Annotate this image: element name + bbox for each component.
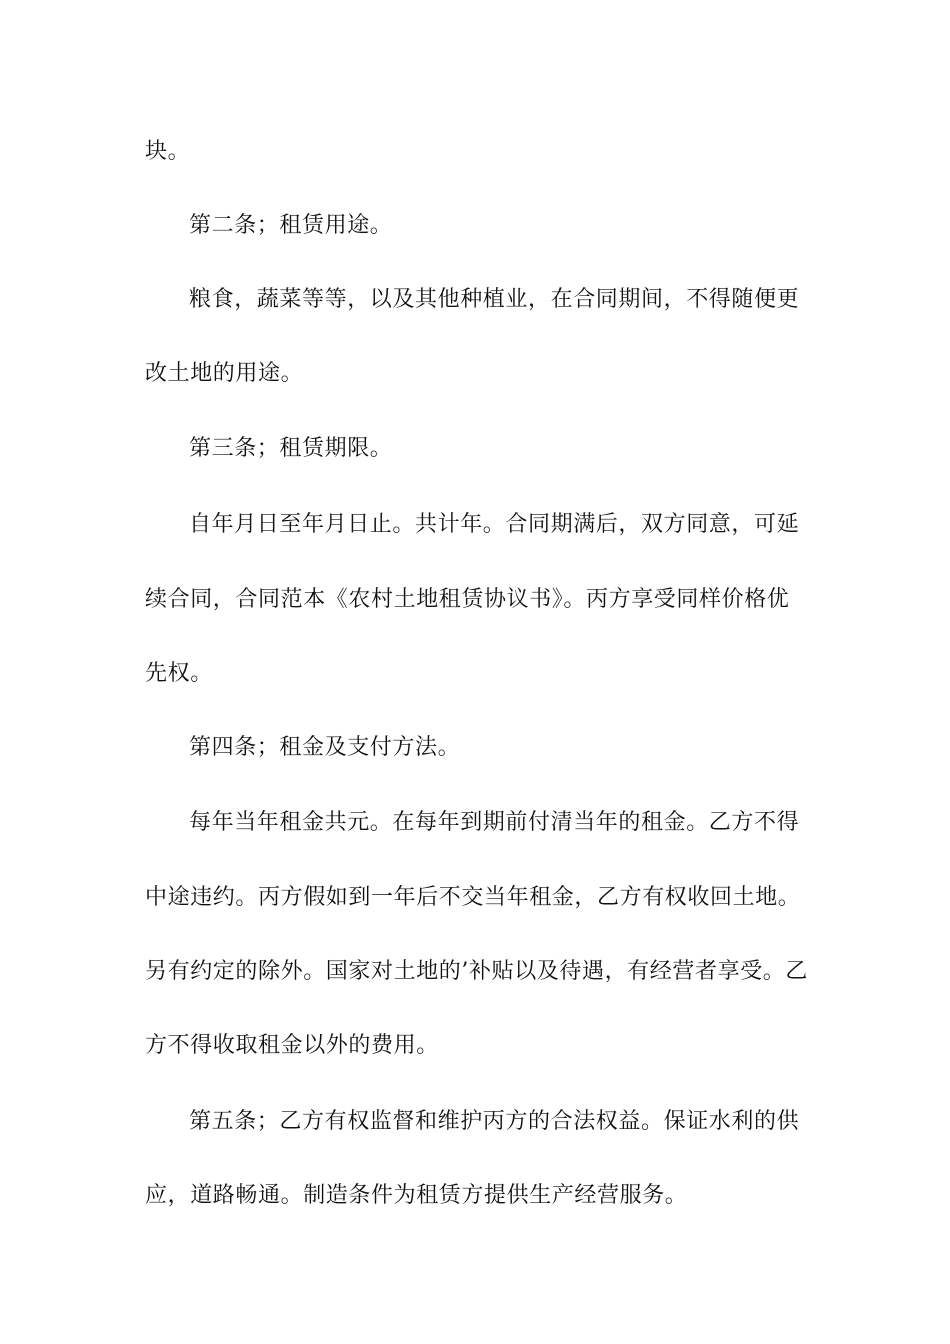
text-line: 每年当年租金共元。在每年到期前付清当年的租金。乙方不得 — [189, 810, 800, 835]
text-line: 另有约定的除外。国家对土地的’补贴以及待遇，有经营者享受。乙 — [145, 959, 808, 984]
text-line: 方不得收取租金以外的费用。 — [145, 1033, 439, 1058]
text-line: 应，道路畅通。制造条件为租赁方提供生产经营服务。 — [145, 1183, 688, 1208]
article-heading: 第五条；乙方有权监督和维护丙方的合法权益。保证水利的供 — [189, 1109, 800, 1134]
text-line: 先权。 — [145, 661, 213, 686]
text-line: 块。 — [145, 139, 191, 164]
text-line: 中途违约。丙方假如到一年后不交当年租金，乙方有权收回土地。 — [145, 885, 801, 910]
text-line: 粮食，蔬菜等等，以及其他种植业，在合同期间，不得随便更 — [189, 287, 800, 312]
text-line: 自年月日至年月日止。共计年。合同期满后，双方同意，可延 — [189, 512, 800, 537]
text-line: 改土地的用途。 — [145, 361, 304, 386]
text-line: 续合同，合同范本《农村土地租赁协议书》。丙方享受同样价格优 — [145, 587, 790, 612]
article-heading: 第二条；租赁用途。 — [189, 213, 393, 238]
article-heading: 第三条；租赁期限。 — [189, 436, 393, 461]
article-heading: 第四条；租金及支付方法。 — [189, 735, 461, 760]
